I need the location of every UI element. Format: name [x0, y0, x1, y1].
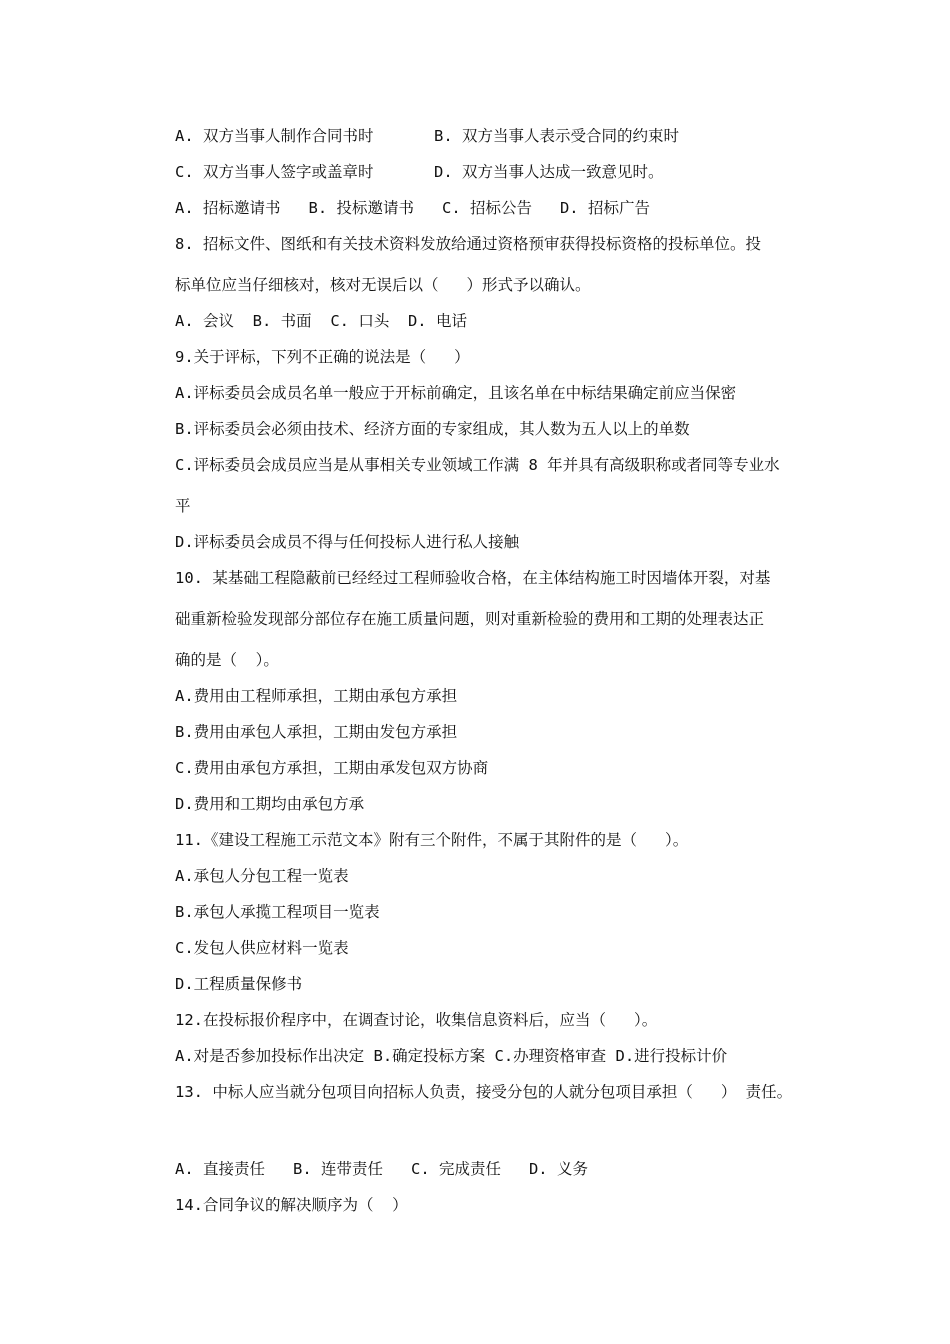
question-10-option-d: D.费用和工期均由承包方承	[175, 795, 365, 813]
question-8-line-1: 8. 招标文件、图纸和有关技术资料发放给通过资格预审获得投标资格的投标单位。投	[175, 235, 761, 253]
options-line: A. 招标邀请书 B. 投标邀请书 C. 招标公告 D. 招标广告	[175, 199, 650, 217]
question-9: 9.关于评标，下列不正确的说法是（ ）	[175, 348, 470, 366]
question-9-option-c: C.评标委员会成员应当是从事相关专业领域工作满 8 年并具有高级职称或者同等专业水	[175, 456, 780, 474]
question-13-options: A. 直接责任 B. 连带责任 C. 完成责任 D. 义务	[175, 1160, 588, 1178]
question-14: 14.合同争议的解决顺序为（ ）	[175, 1196, 408, 1214]
question-10-option-b: B.费用由承包人承担，工期由发包方承担	[175, 723, 458, 741]
question-11-option-a: A.承包人分包工程一览表	[175, 867, 349, 885]
question-11-option-d: D.工程质量保修书	[175, 975, 303, 993]
question-10-option-c: C.费用由承包方承担，工期由承发包双方协商	[175, 759, 489, 777]
question-11-option-c: C.发包人供应材料一览表	[175, 939, 349, 957]
question-8-options: A. 会议 B. 书面 C. 口头 D. 电话	[175, 312, 467, 330]
question-12: 12.在投标报价程序中，在调查讨论，收集信息资料后，应当（ ）。	[175, 1011, 658, 1029]
q7-option-c: C. 双方当事人签字或盖章时	[175, 163, 374, 181]
question-9-option-c-cont: 平	[175, 497, 191, 515]
q7-option-d: D. 双方当事人达成一致意见时。	[434, 163, 664, 181]
question-11: 11.《建设工程施工示范文本》附有三个附件，不属于其附件的是（ ）。	[175, 831, 689, 849]
question-10-line-3: 确的是（ ）。	[175, 651, 279, 669]
q7-option-b: B. 双方当事人表示受合同的约束时	[434, 127, 679, 145]
question-10-option-a: A.费用由工程师承担，工期由承包方承担	[175, 687, 458, 705]
question-11-option-b: B.承包人承揽工程项目一览表	[175, 903, 380, 921]
question-9-option-b: B.评标委员会必须由技术、经济方面的专家组成，其人数为五人以上的单数	[175, 420, 690, 438]
question-12-options: A.对是否参加投标作出决定 B.确定投标方案 C.办理资格审查 D.进行投标计价	[175, 1047, 728, 1065]
q7-option-a: A. 双方当事人制作合同书时	[175, 127, 374, 145]
question-13: 13. 中标人应当就分包项目向招标人负责，接受分包的人就分包项目承担（ ） 责任。	[175, 1083, 793, 1101]
question-9-option-d: D.评标委员会成员不得与任何投标人进行私人接触	[175, 533, 520, 551]
question-10-line-2: 础重新检验发现部分部位存在施工质量问题，则对重新检验的费用和工期的处理表达正	[175, 610, 765, 628]
question-10-line-1: 10. 某基础工程隐蔽前已经经过工程师验收合格，在主体结构施工时因墙体开裂，对基	[175, 569, 771, 587]
question-8-line-2: 标单位应当仔细核对，核对无误后以（ ）形式予以确认。	[175, 276, 591, 294]
question-9-option-a: A.评标委员会成员名单一般应于开标前确定，且该名单在中标结果确定前应当保密	[175, 384, 737, 402]
